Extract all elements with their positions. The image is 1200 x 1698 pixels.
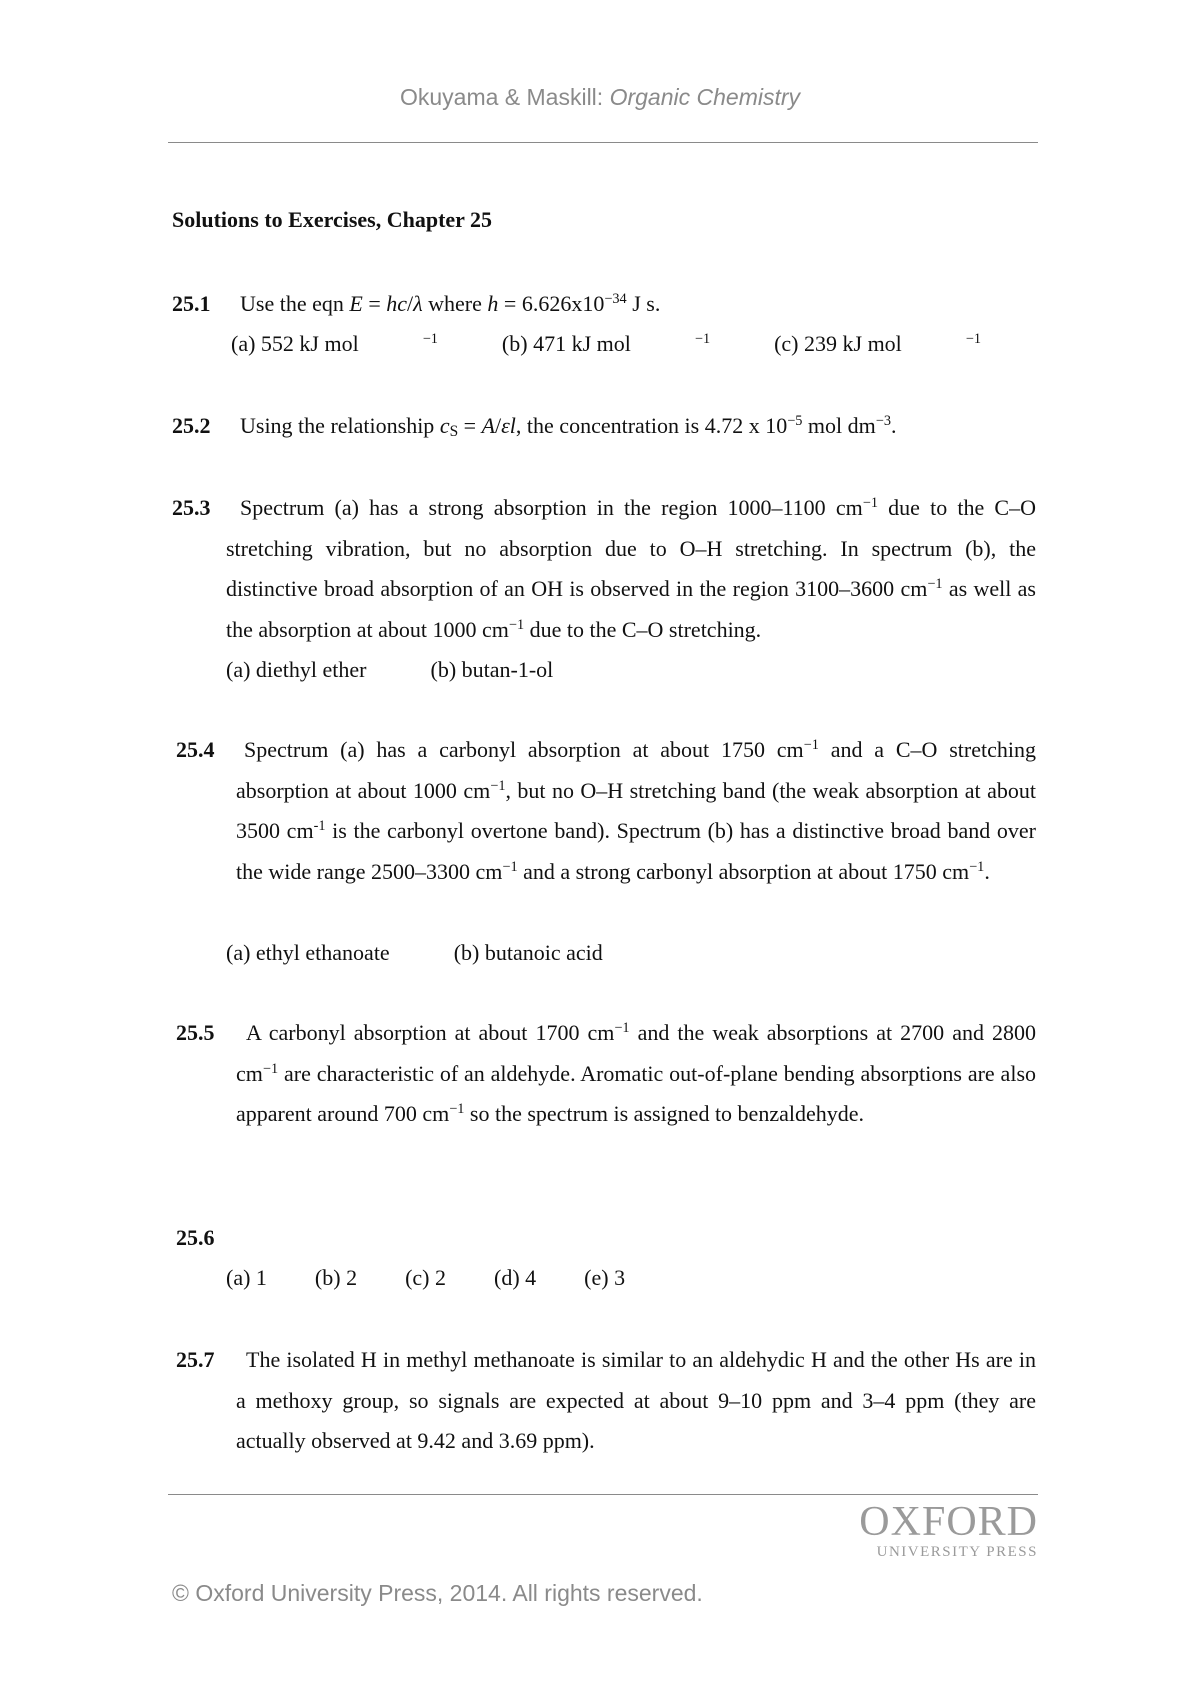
header-rule [168,142,1038,143]
exercise-25-3-text: Spectrum (a) has a strong absorption in the region 1000–1100 $cm^{-1}$ due to the C–O stretching vibration, but no absorption due to O–H stretching. In spectrum (b), the distinctive broad absorption of an OH is observed in the region 3100–3600 $cm^{-1}$ as well as the absorption at about 1000 $cm^{-1}$ due to the C–O stretching. [226,495,1036,642]
exercise-25-2 [172,406,211,447]
header-book-title: Organic Chemistry [609,84,801,110]
logo-word: OXFORD [859,1499,1038,1545]
exercise-25-3-answers [226,650,617,691]
exercise-25-4-answers [226,933,667,974]
answer-b: (b) butan-1-ol [430,657,554,682]
answer-a: (a) 552 kJ mol $^{-1}$ [231,331,438,356]
exercise-25-7-text: The isolated H in methyl methanoate is similar to an aldehydic H and the other Hs are in a methoxy group, so signals are expected at about 9–10 ppm and 3–4 ppm (they are actually observed at 9.42 and 3.69 ppm). [236,1347,1036,1453]
exercise-25-7 [176,1340,215,1381]
exercise-25-1 [172,284,211,325]
exercise-25-2-text: Using the relationship $c_S = A/\varepsilon l$, the concentration is 4.72 x $10^{-5}$ mol $dm^{-3}$. [240,413,897,441]
exercise-number: 25.3 [172,495,211,520]
oxford-logo [830,1500,1038,1561]
answer-b: (b) butanoic acid [453,940,603,965]
exercise-number: 25.1 [172,291,211,316]
exercise-25-6 [176,1218,215,1259]
header-authors: Okuyama & Maskill: [399,84,610,110]
exercise-25-3 [172,488,211,529]
exercise-25-6-answers [226,1258,689,1299]
exercise-number: 25.6 [176,1225,215,1250]
answer-c: (c) 2 [405,1265,446,1290]
answer-b: (b) 471 kJ mol $^{-1}$ [501,331,711,356]
exercise-25-4 [176,730,215,771]
answer-c: (c) 239 kJ mol $^{-1}$ [774,331,982,356]
answer-a: (a) ethyl ethanoate [226,940,390,965]
footer-rule [168,1494,1038,1495]
exercise-25-1-text: Use the eqn E = hc/λ where $h = 6.626x10^{-34}$ J s. [240,291,661,316]
running-header [0,84,1200,111]
exercise-25-5 [176,1013,215,1054]
logo-subtitle: UNIVERSITY PRESS [876,1544,1038,1560]
section-title: Solutions to Exercises, Chapter 25 [172,207,493,232]
exercise-25-4-text: Spectrum (a) has a carbonyl absorption at about 1750 $cm^{-1}$ and a C–O stretching absorption at about 1000 $cm^{-1}$, but no O–H stretching band (the weak absorption at about 3500 $cm^{-1}$ is the carbonyl overtone band). Spectrum (b) has a distinctive broad band over the wide range 2500–3300 $cm^{-1}$ and a strong carbonyl absorption at about 1750 $cm^{-1}$. [236,737,1036,884]
answer-d: (d) 4 [494,1265,537,1290]
exercise-25-5-text: A carbonyl absorption at about 1700 $cm^{-1}$ and the weak absorptions at 2700 and 2800 $cm^{-1}$ are characteristic of an aldehyde. Aromatic out-of-plane bending absorptions are also apparent around 700 $cm^{-1}$ so the spectrum is assigned to benzaldehyde. [236,1020,1036,1126]
exercise-number: 25.7 [176,1347,215,1372]
answer-a: (a) 1 [226,1265,267,1290]
copyright-footer: © Oxford University Press, 2014. All rights reserved. [172,1580,703,1606]
answer-e: (e) 3 [584,1265,626,1290]
exercise-number: 25.4 [176,737,215,762]
exercise-25-1-answers [231,324,1045,365]
answer-a: (a) diethyl ether [226,657,367,682]
exercise-number: 25.5 [176,1020,215,1045]
answer-b: (b) 2 [314,1265,358,1290]
exercise-number: 25.2 [172,413,211,438]
